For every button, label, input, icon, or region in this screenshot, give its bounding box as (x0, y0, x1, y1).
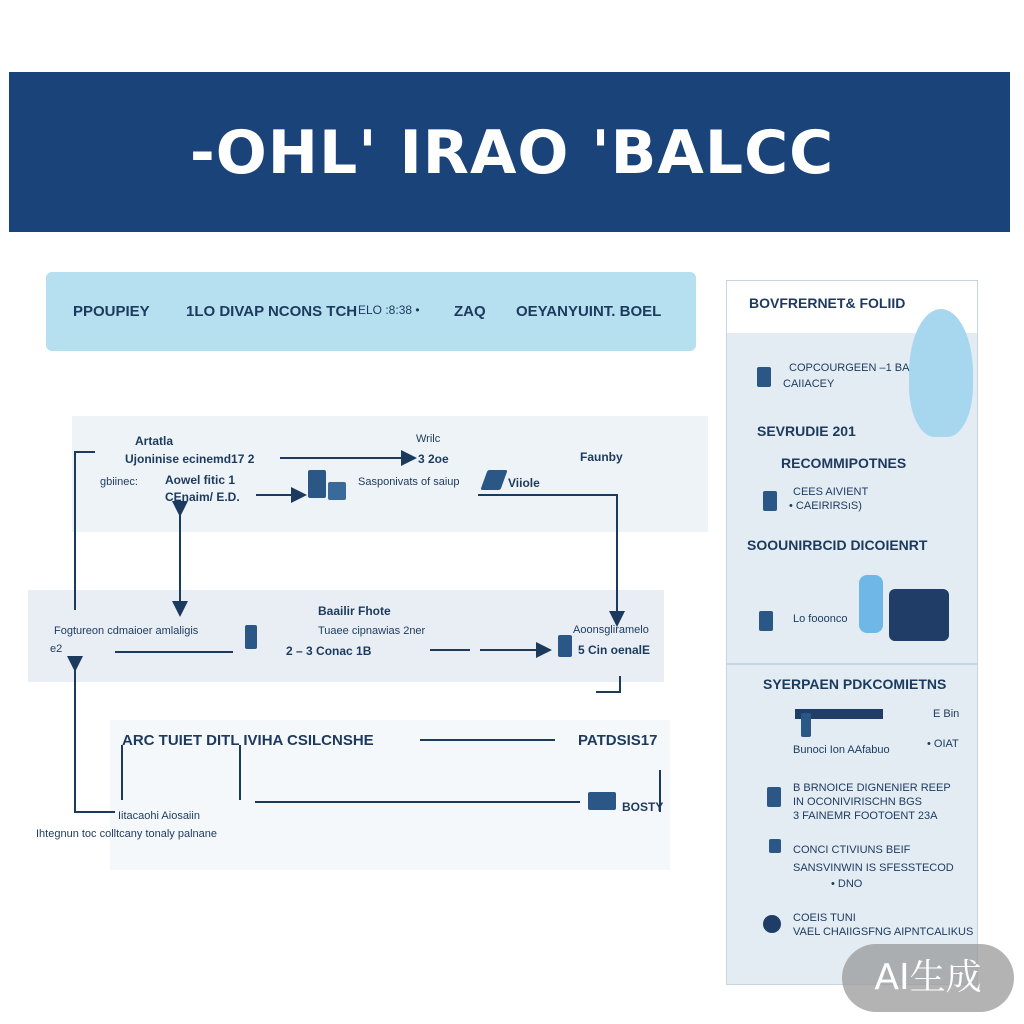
sidebar-title-4: SYERPAEN PDKCOMIETNS (763, 676, 947, 692)
sidebar-item-2: CEES AIVIENT (793, 486, 869, 498)
terminal-icon (588, 792, 616, 810)
device-icon (328, 482, 346, 500)
node-label-bottom-right: PATDSIS17 (578, 732, 658, 749)
printer-icon (889, 589, 949, 641)
chart-icon (801, 713, 811, 737)
sidebar-item-1b: CAIIACEY (783, 378, 835, 390)
grid-icon (769, 839, 781, 853)
sidebar-subtitle-2: RECOMMIPOTNES (781, 455, 907, 471)
sidebar-divider (727, 663, 977, 665)
sidebar-item-4b3: 3 FAINEMR FOOTOENT 23A (793, 810, 938, 822)
folder-icon (759, 611, 773, 631)
sidebar-title-1: BOVFRERNET& FOLIID (749, 295, 906, 311)
sidebar-item-2b: • CAEIRIRSıS) (789, 500, 862, 512)
ai-generated-watermark: AI生成 (842, 944, 1014, 1012)
list-icon (767, 787, 781, 807)
sidebar-item-4b2: IN OCONIVIRISCHN BGS (793, 796, 922, 808)
file-icon (763, 491, 777, 511)
node-label-top-mid: Wrilc (416, 433, 441, 445)
node-text-bottom-left: Iitacaohi Aiosaiin (118, 810, 200, 822)
properties-text-2: ELO :8:38 • (358, 303, 420, 317)
sidebar-item-4a: Bunoci Ion AAfabuo (793, 744, 890, 756)
storage-icon (245, 625, 257, 649)
sidebar-item-4d1: COEIS TUNI (793, 912, 856, 924)
connector-left-down (75, 670, 115, 812)
node-line-top-mid: Sasponivats of saiup (358, 476, 460, 488)
sidebar-item-4d2: VAEL CHAIIGSFNG AIPNTCALIKUS (793, 926, 974, 938)
sidebar-item-4c1: CONCI CTIVIUNS BEIF (793, 844, 911, 856)
node-text-top-left-2: Aowel fitic 1 (165, 473, 236, 487)
node-title-middle: Baailir Fhote (318, 604, 391, 618)
node-text-middle-1: Tuaee cipnawias 2ner (318, 625, 426, 637)
sidebar-panel (726, 280, 978, 985)
sidebar-item-1: COPCOURGEEN –1 BA (789, 362, 910, 374)
node-title-top-left: Artatla (135, 434, 174, 448)
node-b-top-mid: Viiole (508, 476, 540, 490)
node-text-middle-right-1: Aoonsgliramelo (573, 624, 649, 636)
connector-elbow (596, 676, 620, 692)
bottle-icon (859, 575, 883, 633)
connector-left-up (75, 452, 95, 610)
node-title-bottom: ARC TUIET DITL IVIHA CSILCNSHE (122, 732, 374, 749)
properties-text-4: OEYANYUINT. BOEL (516, 303, 662, 320)
sidebar-item-4b1: B BRNOICE DIGNENIER REEP (793, 782, 951, 794)
connector-right-down (478, 495, 617, 625)
sidebar-item-4a3: • OIAT (927, 738, 959, 750)
node-value-top-mid: 3 2oe (418, 452, 449, 466)
sidebar-title-3: SOOUNIRBCID DICOIENRT (747, 537, 928, 553)
sidebar-item-4c3: • DNO (831, 878, 863, 890)
globe-icon (763, 915, 781, 933)
sidebar-item-4a2: E Bin (933, 708, 960, 720)
node-sub-middle-left: e2 (50, 643, 63, 655)
properties-text-1: 1LO DIVAP NCONS TCH (186, 303, 358, 320)
properties-text-3: ZAQ (454, 303, 486, 320)
node-text-middle-right-2: 5 Cin oenalE (578, 643, 651, 657)
node-text-top-left-3: CEnaim/ E.D. (165, 490, 240, 504)
node-text-middle-2: 2 – 3 Conac 1B (286, 644, 372, 658)
shield-icon (909, 309, 973, 437)
node-label-top-right: Faunby (580, 450, 623, 464)
sidebar-title-2: SEVRUDIE 201 (757, 423, 856, 439)
node-text-top-left-1: Ujoninise ecinemd17 2 (125, 452, 255, 466)
node-end-bottom: BOSTY (622, 800, 664, 814)
page-title: -OHL' IRAO 'BALCC (189, 118, 835, 188)
node-caption-bottom: Ihtegnun toc colltcany tonaly palnane (36, 828, 218, 840)
sidebar-item-4c2: SANSVINWIN IS SFESSTECOD (793, 862, 954, 874)
sidebar-item-3: Lo fooonco (793, 613, 848, 625)
server-icon (308, 470, 326, 498)
properties-label: PPOUPIEY (73, 303, 150, 320)
database-icon (558, 635, 572, 657)
node-text-middle-left: Fogtureon cdmaioer amlaligis (54, 625, 199, 637)
node-side-label: gbiinec: (100, 476, 138, 488)
document-icon (757, 367, 771, 387)
